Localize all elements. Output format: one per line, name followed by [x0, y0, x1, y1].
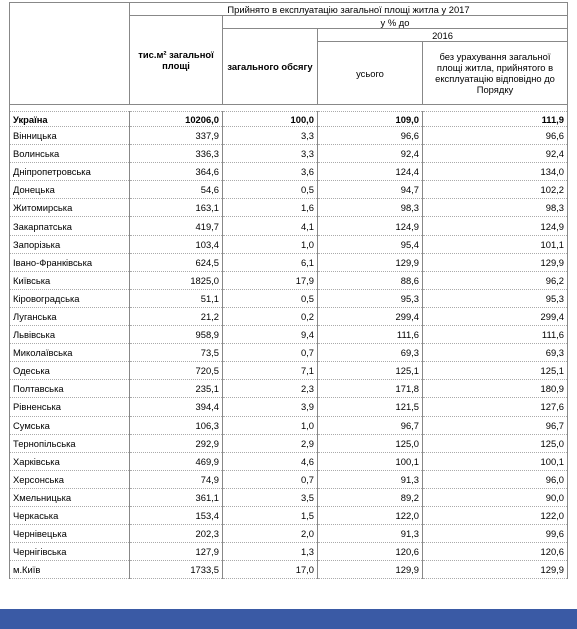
excl-percent-cell: 95,3 [423, 289, 568, 307]
area-cell: 337,9 [130, 127, 223, 145]
table-row [10, 326, 568, 344]
total-percent-cell: 125,1 [318, 362, 423, 380]
total-percent-cell: 91,3 [318, 525, 423, 543]
region-name-cell: Житомирська [10, 199, 130, 217]
excl-percent-cell: 96,6 [423, 127, 568, 145]
area-cell: 103,4 [130, 235, 223, 253]
region-name-cell: Львівська [10, 326, 130, 344]
area-cell: 364,6 [130, 163, 223, 181]
total-percent-cell: 91,3 [318, 470, 423, 488]
table-row [10, 561, 568, 579]
table-row [10, 470, 568, 488]
share-cell: 0,5 [223, 181, 318, 199]
header-excl: без урахування загальної площі житла, прийнятого в експлуатацію відповідно до Порядку [423, 42, 568, 105]
excl-percent-cell: 102,2 [423, 181, 568, 199]
excl-percent-cell: 122,0 [423, 506, 568, 524]
area-cell: 153,4 [130, 506, 223, 524]
share-cell: 1,6 [223, 199, 318, 217]
area-cell: 54,6 [130, 181, 223, 199]
share-cell: 0,2 [223, 307, 318, 325]
share-cell: 3,3 [223, 145, 318, 163]
total-percent-cell: 111,6 [318, 326, 423, 344]
region-name-cell: Донецька [10, 181, 130, 199]
table-row [10, 145, 568, 163]
region-name-cell: Закарпатська [10, 217, 130, 235]
header-area: тис.м² загальної площі [130, 16, 223, 105]
area-cell: 1733,5 [130, 561, 223, 579]
region-name-cell: Запорізька [10, 235, 130, 253]
excl-percent-cell: 120,6 [423, 543, 568, 561]
excl-percent-cell: 134,0 [423, 163, 568, 181]
area-cell: 21,2 [130, 307, 223, 325]
area-cell: 720,5 [130, 362, 223, 380]
region-name-cell: Полтавська [10, 380, 130, 398]
total-percent-cell: 124,9 [318, 217, 423, 235]
excl-percent-cell: 96,0 [423, 470, 568, 488]
region-name-cell: Вінницька [10, 127, 130, 145]
table-row [10, 217, 568, 235]
total-percent-cell: 69,3 [318, 344, 423, 362]
share-cell: 1,3 [223, 543, 318, 561]
region-name-cell: Волинська [10, 145, 130, 163]
table-row [10, 253, 568, 271]
excl-percent-cell: 69,3 [423, 344, 568, 362]
share-cell: 4,1 [223, 217, 318, 235]
header-percent-of: у % до [223, 16, 568, 29]
table-row [10, 271, 568, 289]
area-cell: 419,7 [130, 217, 223, 235]
region-name-cell: Київська [10, 271, 130, 289]
region-name-cell: Чернівецька [10, 525, 130, 543]
excl-percent-cell: 125,1 [423, 362, 568, 380]
area-cell: 624,5 [130, 253, 223, 271]
excl-percent-cell: 111,6 [423, 326, 568, 344]
total-percent-cell: 109,0 [318, 112, 423, 127]
share-cell: 17,9 [223, 271, 318, 289]
table-row [10, 452, 568, 470]
share-cell: 0,5 [223, 289, 318, 307]
share-cell: 2,3 [223, 380, 318, 398]
share-cell: 2,0 [223, 525, 318, 543]
share-cell: 0,7 [223, 470, 318, 488]
area-cell: 73,5 [130, 344, 223, 362]
region-name-cell: Миколаївська [10, 344, 130, 362]
table-row [10, 289, 568, 307]
area-cell: 292,9 [130, 434, 223, 452]
excl-percent-cell: 180,9 [423, 380, 568, 398]
share-cell: 6,1 [223, 253, 318, 271]
header-year: 2016 [318, 29, 568, 42]
total-percent-cell: 89,2 [318, 488, 423, 506]
share-cell: 100,0 [223, 112, 318, 127]
corner-cell [10, 3, 130, 105]
table-row [10, 235, 568, 253]
total-percent-cell: 94,7 [318, 181, 423, 199]
region-name-cell: Чернігівська [10, 543, 130, 561]
region-name-cell: Сумська [10, 416, 130, 434]
share-cell: 3,9 [223, 398, 318, 416]
table-row [10, 362, 568, 380]
total-percent-cell: 171,8 [318, 380, 423, 398]
region-name-cell: Дніпропетровська [10, 163, 130, 181]
region-name-cell: Україна [10, 112, 130, 127]
excl-percent-cell: 96,7 [423, 416, 568, 434]
total-percent-cell: 120,6 [318, 543, 423, 561]
table-row [10, 127, 568, 145]
area-cell: 336,3 [130, 145, 223, 163]
table-row [10, 543, 568, 561]
table-row [10, 416, 568, 434]
total-percent-cell: 121,5 [318, 398, 423, 416]
table-row [10, 398, 568, 416]
table-row [10, 344, 568, 362]
area-cell: 51,1 [130, 289, 223, 307]
region-name-cell: Тернопільська [10, 434, 130, 452]
total-percent-cell: 92,4 [318, 145, 423, 163]
table-row [10, 181, 568, 199]
total-percent-cell: 95,4 [318, 235, 423, 253]
excl-percent-cell: 99,6 [423, 525, 568, 543]
area-cell: 1825,0 [130, 271, 223, 289]
region-name-cell: Кіровоградська [10, 289, 130, 307]
excl-percent-cell: 90,0 [423, 488, 568, 506]
header-share: загального обсягу [223, 29, 318, 105]
share-cell: 0,7 [223, 344, 318, 362]
total-percent-cell: 122,0 [318, 506, 423, 524]
total-percent-cell: 129,9 [318, 561, 423, 579]
share-cell: 3,5 [223, 488, 318, 506]
excl-percent-cell: 92,4 [423, 145, 568, 163]
excl-percent-cell: 100,1 [423, 452, 568, 470]
excl-percent-cell: 299,4 [423, 307, 568, 325]
excl-percent-cell: 129,9 [423, 561, 568, 579]
table-row [10, 434, 568, 452]
excl-percent-cell: 124,9 [423, 217, 568, 235]
total-percent-cell: 299,4 [318, 307, 423, 325]
area-cell: 163,1 [130, 199, 223, 217]
table-row [10, 525, 568, 543]
total-percent-cell: 124,4 [318, 163, 423, 181]
total-percent-cell: 125,0 [318, 434, 423, 452]
area-cell: 10206,0 [130, 112, 223, 127]
region-name-cell: Івано-Франківська [10, 253, 130, 271]
spacer-cell [10, 105, 568, 112]
region-name-cell: Харківська [10, 452, 130, 470]
table-row [10, 112, 568, 127]
area-cell: 469,9 [130, 452, 223, 470]
table-row [10, 506, 568, 524]
share-cell: 1,0 [223, 235, 318, 253]
excl-percent-cell: 111,9 [423, 112, 568, 127]
share-cell: 3,6 [223, 163, 318, 181]
share-cell: 1,5 [223, 506, 318, 524]
share-cell: 9,4 [223, 326, 318, 344]
footer-bar [0, 609, 577, 629]
table-row [10, 199, 568, 217]
region-name-cell: Луганська [10, 307, 130, 325]
total-percent-cell: 129,9 [318, 253, 423, 271]
area-cell: 106,3 [130, 416, 223, 434]
table-row [10, 307, 568, 325]
excl-percent-cell: 101,1 [423, 235, 568, 253]
area-cell: 74,9 [130, 470, 223, 488]
region-name-cell: Хмельницька [10, 488, 130, 506]
excl-percent-cell: 127,6 [423, 398, 568, 416]
table-row [10, 380, 568, 398]
area-cell: 235,1 [130, 380, 223, 398]
total-percent-cell: 100,1 [318, 452, 423, 470]
total-percent-cell: 96,6 [318, 127, 423, 145]
excl-percent-cell: 129,9 [423, 253, 568, 271]
total-percent-cell: 96,7 [318, 416, 423, 434]
excl-percent-cell: 125,0 [423, 434, 568, 452]
share-cell: 3,3 [223, 127, 318, 145]
region-name-cell: Черкаська [10, 506, 130, 524]
region-name-cell: м.Київ [10, 561, 130, 579]
share-cell: 2,9 [223, 434, 318, 452]
table-row [10, 163, 568, 181]
excl-percent-cell: 98,3 [423, 199, 568, 217]
area-cell: 394,4 [130, 398, 223, 416]
region-name-cell: Рівненська [10, 398, 130, 416]
region-name-cell: Одеська [10, 362, 130, 380]
excl-percent-cell: 96,2 [423, 271, 568, 289]
share-cell: 17,0 [223, 561, 318, 579]
share-cell: 1,0 [223, 416, 318, 434]
share-cell: 4,6 [223, 452, 318, 470]
header-total: усього [318, 42, 423, 105]
total-percent-cell: 98,3 [318, 199, 423, 217]
area-cell: 202,3 [130, 525, 223, 543]
header-top: Прийнято в експлуатацію загальної площі житла у 2017 [130, 3, 568, 16]
area-cell: 127,9 [130, 543, 223, 561]
share-cell: 7,1 [223, 362, 318, 380]
total-percent-cell: 88,6 [318, 271, 423, 289]
region-name-cell: Херсонська [10, 470, 130, 488]
area-cell: 958,9 [130, 326, 223, 344]
total-percent-cell: 95,3 [318, 289, 423, 307]
area-cell: 361,1 [130, 488, 223, 506]
table-row [10, 488, 568, 506]
housing-table [9, 2, 568, 579]
